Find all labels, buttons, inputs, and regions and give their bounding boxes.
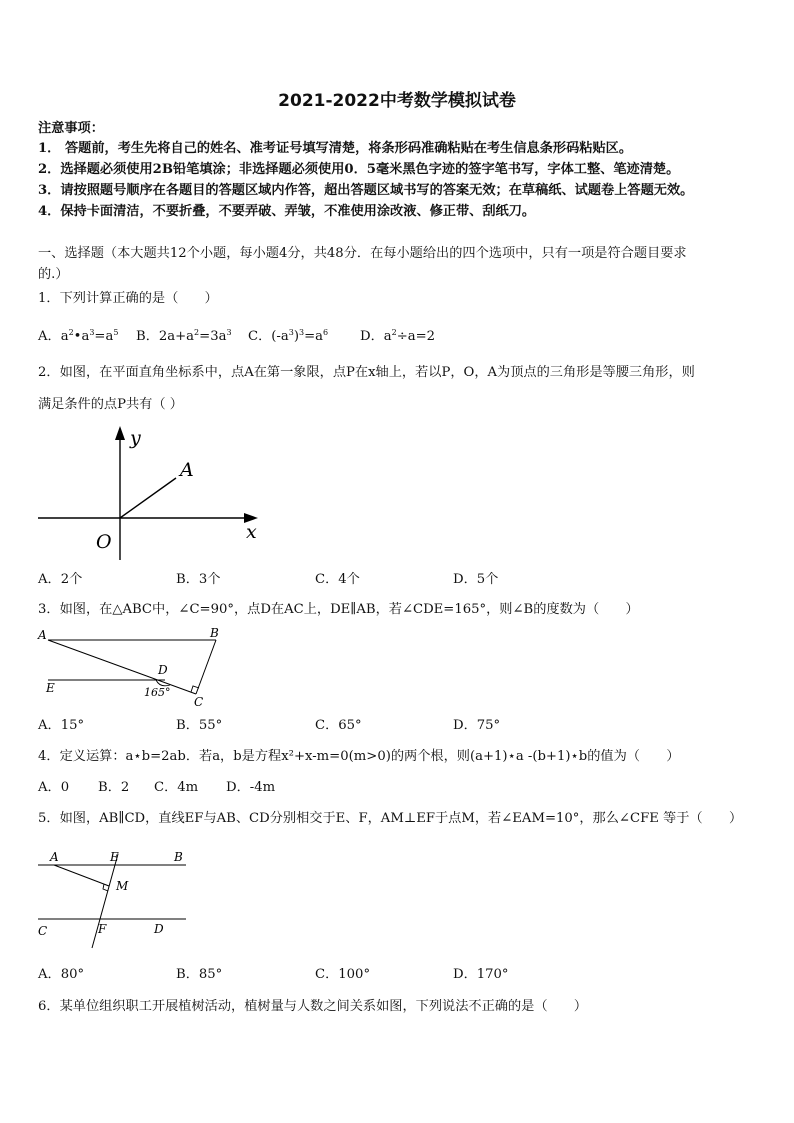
q1-stem: 1．下列计算正确的是（ ） xyxy=(38,291,218,306)
q2-label-a: A xyxy=(180,459,194,481)
q3-label-e: E xyxy=(46,681,55,695)
q5-label-a: A xyxy=(50,850,59,864)
q3-label-d: D xyxy=(158,663,168,677)
q2-stem-line2: 满足条件的点P共有（ ） xyxy=(38,397,183,412)
q1-option-c: C．$(-a^3)^3=a^6$ xyxy=(248,328,329,344)
q3-side-bc xyxy=(196,640,216,694)
q2-y-axis-arrow xyxy=(115,426,125,440)
q4-stem: 4．定义运算：a⋆b=2ab．若a，b是方程x²+x-m=0(m>0)的两个根，则(a+1)⋆a -(b+1)⋆b的值为（ ） xyxy=(38,749,680,764)
q1-option-d: D．$a^2\div a=2$ xyxy=(360,328,436,344)
q6-stem: 6．某单位组织职工开展植树活动，植树量与人数之间关系如图，下列说法不正确的是（ ） xyxy=(38,999,588,1014)
q3-option-d: D．75° xyxy=(453,718,501,733)
section1-heading-line1: 一、选择题（本大题共12个小题，每小题4分，共48分．在每小题给出的四个选项中，只有一项是符合题目要求 xyxy=(38,246,687,261)
q5-label-e: E xyxy=(110,850,119,864)
notice-item-2: 2．选择题必须使用2B铅笔填涂；非选择题必须使用0．5毫米黑色字迹的签字笔书写，字体工整、笔迹清楚。 xyxy=(38,162,680,177)
q4-option-d: D．-4m xyxy=(226,780,276,795)
q3-option-a: A．15° xyxy=(38,718,85,733)
section1-heading-line2: 的.） xyxy=(38,267,69,282)
q2-option-b: B．3个 xyxy=(176,572,221,587)
q4-option-b: B．2 xyxy=(98,780,130,795)
q5-label-f: F xyxy=(98,922,107,936)
q5-label-c: C xyxy=(38,924,48,938)
q2-label-y: y xyxy=(130,427,141,449)
notice-item-3: 3．请按照题号顺序在各题目的答题区域内作答，超出答题区域书写的答案无效；在草稿纸、试题卷上答题无效。 xyxy=(38,183,694,198)
q2-option-c: C．4个 xyxy=(315,572,360,587)
q2-option-d: D．5个 xyxy=(453,572,499,587)
q2-label-x: x xyxy=(246,521,257,543)
q3-side-ac xyxy=(48,640,196,694)
q3-triangle-figure xyxy=(36,624,236,714)
q3-angle-arc xyxy=(156,680,170,686)
exam-title: 2021-2022中考数学模拟试卷 xyxy=(278,91,516,111)
q5-option-d: D．170° xyxy=(453,967,509,982)
q3-label-a: A xyxy=(38,628,47,642)
q2-stem-line1: 2．如图，在平面直角坐标系中，点A在第一象限，点P在x轴上，若以P，O，A为顶点的三角形是等腰三角形，则 xyxy=(38,365,695,380)
q3-label-angle: 165° xyxy=(144,686,171,699)
q2-option-a: A．2个 xyxy=(38,572,83,587)
q5-segment-am xyxy=(54,865,109,886)
q3-label-c: C xyxy=(194,695,204,709)
q5-label-b: B xyxy=(174,850,183,864)
notice-item-1: 1． 答题前，考生先将自己的姓名、准考证号填写清楚，将条形码准确粘贴在考生信息条形码粘贴区。 xyxy=(38,141,633,156)
q5-parallel-lines-figure xyxy=(36,846,196,950)
q3-option-c: C．65° xyxy=(315,718,362,733)
q5-label-m: M xyxy=(116,879,129,893)
q4-option-a: A．0 xyxy=(38,780,70,795)
q2-coordinate-figure xyxy=(30,420,270,560)
q5-option-c: C．100° xyxy=(315,967,371,982)
q2-label-o: O xyxy=(96,531,112,553)
q5-option-a: A．80° xyxy=(38,967,85,982)
q1-option-b: B．$2a+a^2=3a^3$ xyxy=(136,328,232,344)
notice-heading: 注意事项： xyxy=(38,121,104,136)
q3-label-b: B xyxy=(210,626,219,640)
q5-option-b: B．85° xyxy=(176,967,223,982)
q5-stem: 5．如图，AB∥CD，直线EF与AB、CD分别相交于E、F，AM⊥EF于点M，若∠EAM=10°，那么∠CFE 等于（ ） xyxy=(38,811,743,826)
q3-option-b: B．55° xyxy=(176,718,223,733)
q5-label-d: D xyxy=(154,922,164,936)
notice-item-4: 4．保持卡面清洁，不要折叠，不要弄破、弄皱，不准使用涂改液、修正带、刮纸刀。 xyxy=(38,204,536,219)
q4-option-c: C．4m xyxy=(154,780,199,795)
q2-ray-oa xyxy=(120,478,176,518)
q3-stem: 3．如图，在△ABC中，∠C=90°，点D在AC上，DE∥AB，若∠CDE=165°，则∠B的度数为（ ） xyxy=(38,602,639,617)
q1-option-a: A．$a^2•a^3=a^5$ xyxy=(38,328,119,344)
